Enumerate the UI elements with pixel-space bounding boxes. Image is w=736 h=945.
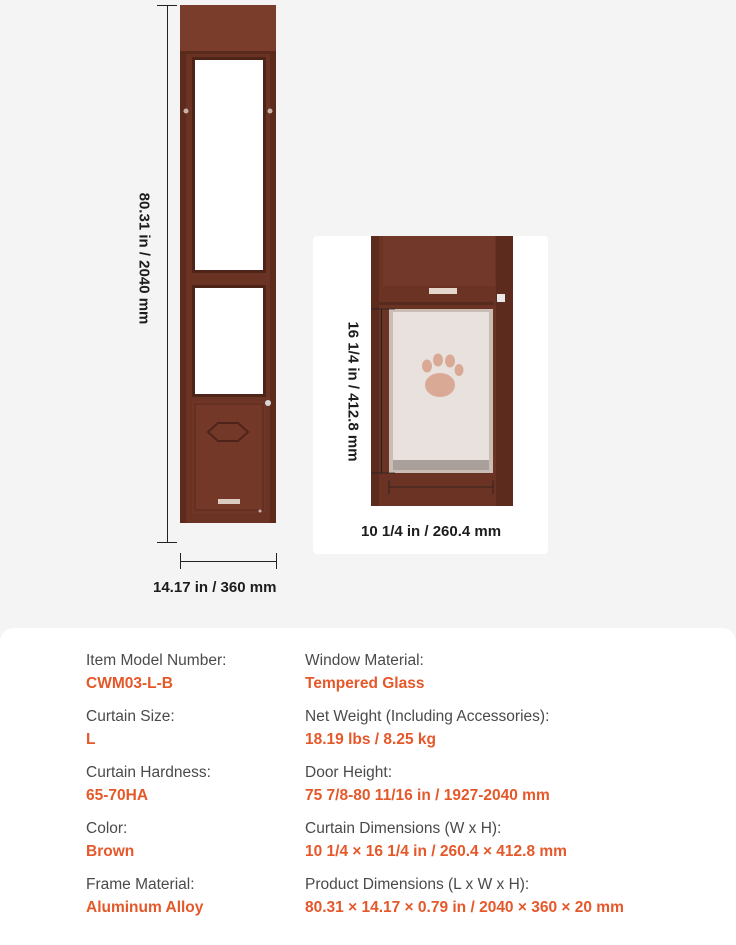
door-width-tick-right: [276, 553, 277, 569]
door-width-line: [180, 561, 277, 562]
spec-net-weight-label: Net Weight (Including Accessories):: [305, 708, 550, 725]
spec-model-label: Item Model Number:: [86, 652, 227, 669]
spec-frame-material-value: Aluminum Alloy: [86, 899, 204, 916]
spec-frame-material-label: Frame Material:: [86, 876, 195, 893]
spec-door-height-label: Door Height:: [305, 764, 393, 781]
spec-color-value: Brown: [86, 843, 135, 860]
door-height-tick-top: [157, 5, 177, 6]
spec-product-dimensions-label: Product Dimensions (L x W x H):: [305, 876, 530, 893]
specifications-panel: [0, 628, 736, 945]
spec-hardness-label: Curtain Hardness:: [86, 764, 211, 781]
spec-color-label: Color:: [86, 820, 128, 837]
flap-height-line: [381, 309, 382, 473]
pet-flap-closeup-image: [371, 236, 513, 506]
spec-window-material-value: Tempered Glass: [305, 675, 425, 692]
spec-curtain-dimensions-value: 10 1/4 × 16 1/4 in / 260.4 × 412.8 mm: [305, 843, 567, 860]
spec-model-value: CWM03-L-B: [86, 675, 173, 692]
spec-size-value: L: [86, 731, 96, 748]
flap-width-label: 10 1/4 in / 260.4 mm: [361, 523, 502, 540]
door-width-tick-left: [180, 553, 181, 569]
spec-size-label: Curtain Size:: [86, 708, 175, 725]
pet-door-panel-image: [178, 5, 278, 525]
spec-door-height-value: 75 7/8-80 11/16 in / 1927-2040 mm: [305, 787, 550, 804]
door-height-label: 80.31 in / 2040 mm: [135, 192, 153, 325]
spec-net-weight-value: 18.19 lbs / 8.25 kg: [305, 731, 436, 748]
door-height-tick-bottom: [157, 542, 177, 543]
flap-closeup-card: [313, 236, 548, 554]
spec-product-dimensions-value: 80.31 × 14.17 × 0.79 in / 2040 × 360 × 20 mm: [305, 899, 624, 916]
spec-hardness-value: 65-70HA: [86, 787, 149, 804]
door-height-line: [167, 5, 168, 543]
spec-curtain-dimensions-label: Curtain Dimensions (W x H):: [305, 820, 502, 837]
door-width-label: 14.17 in / 360 mm: [153, 579, 277, 596]
flap-height-label: 16 1/4 in / 412.8 mm: [344, 321, 362, 462]
spec-window-material-label: Window Material:: [305, 652, 424, 669]
